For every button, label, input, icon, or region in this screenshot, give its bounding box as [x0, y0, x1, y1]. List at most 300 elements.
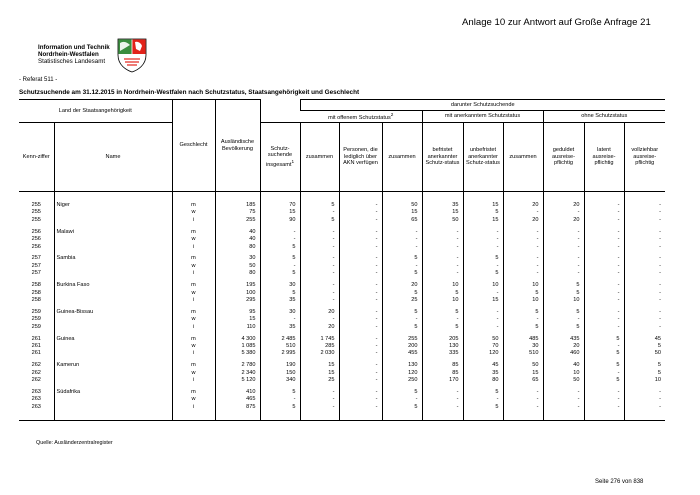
- value-cell: 80: [215, 270, 260, 277]
- value-cell: -: [624, 244, 665, 251]
- value-cell: 45: [463, 362, 503, 369]
- value-cell: 30: [260, 309, 300, 316]
- spacer-cell: [339, 411, 382, 421]
- value-cell: 50: [422, 217, 463, 224]
- value-cell: -: [422, 316, 463, 323]
- header-darunter: darunter Schutzsuchende: [300, 100, 665, 111]
- header-kennziffer: Kenn-ziffer: [19, 123, 54, 192]
- value-cell: 1 745: [300, 336, 339, 343]
- value-cell: -: [503, 244, 543, 251]
- country-name-cell: [54, 404, 172, 411]
- value-cell: 875: [215, 404, 260, 411]
- value-cell: -: [543, 316, 584, 323]
- value-cell: 5: [584, 350, 624, 357]
- value-cell: -: [584, 202, 624, 209]
- value-cell: 35: [422, 202, 463, 209]
- country-name-cell: [54, 209, 172, 216]
- spacer-cell: [19, 192, 54, 203]
- table-row: [19, 370, 665, 377]
- value-cell: -: [300, 229, 339, 236]
- value-cell: -: [300, 297, 339, 304]
- value-cell: -: [543, 209, 584, 216]
- kennziffer-cell: 258: [31, 289, 41, 296]
- value-cell: 40: [543, 362, 584, 369]
- table-row: [19, 396, 665, 403]
- department-label: - Referat 511 -: [19, 77, 58, 83]
- spacer-cell: [300, 411, 339, 421]
- value-cell: -: [463, 236, 503, 243]
- value-cell: 30: [260, 282, 300, 289]
- source-note: Quelle: Ausländerzentralregister: [36, 440, 113, 446]
- value-cell: -: [624, 255, 665, 262]
- value-cell: 20: [543, 343, 584, 350]
- value-cell: 295: [215, 297, 260, 304]
- kennziffer-cell: 261: [31, 343, 41, 349]
- value-cell: -: [422, 404, 463, 411]
- value-cell: -: [503, 263, 543, 270]
- value-cell: -: [584, 244, 624, 251]
- value-cell: 5: [382, 309, 422, 316]
- spacer-cell: [19, 411, 54, 421]
- value-cell: 5: [503, 290, 543, 297]
- value-cell: -: [624, 229, 665, 236]
- table-row: [19, 377, 665, 384]
- kennziffer-cell: 258: [31, 282, 41, 289]
- header-schutzsuchende-text: Schutz-suchende insgesamt: [265, 145, 293, 168]
- spacer-cell: [624, 192, 665, 203]
- value-cell: -: [624, 316, 665, 323]
- country-name-cell: Malawi: [54, 229, 172, 236]
- header-anerkannt: mit anerkanntem Schutzstatus: [422, 111, 543, 123]
- value-cell: -: [422, 236, 463, 243]
- value-cell: 130: [422, 343, 463, 350]
- value-cell: -: [503, 270, 543, 277]
- value-cell: 10: [503, 297, 543, 304]
- geschlecht-cell: i: [172, 217, 215, 224]
- spacer-cell: [503, 192, 543, 203]
- kennziffer-cell: 263: [31, 396, 41, 403]
- spacer-cell: [382, 192, 422, 203]
- spacer-row: [19, 192, 665, 203]
- value-cell: -: [260, 316, 300, 323]
- spacer-cell: [422, 192, 463, 203]
- kennziffer-cell: 261: [31, 350, 41, 357]
- value-cell: 45: [624, 336, 665, 343]
- value-cell: 75: [215, 209, 260, 216]
- table-row: [19, 404, 665, 411]
- value-cell: 5: [584, 336, 624, 343]
- value-cell: 50: [382, 202, 422, 209]
- value-cell: 2 485: [260, 336, 300, 343]
- value-cell: 2 030: [300, 350, 339, 357]
- value-cell: 5: [584, 362, 624, 369]
- value-cell: -: [584, 290, 624, 297]
- kennziffer-cell: 262: [31, 377, 41, 384]
- value-cell: -: [382, 316, 422, 323]
- value-cell: -: [584, 217, 624, 224]
- geschlecht-cell: i: [172, 350, 215, 357]
- value-cell: 15: [463, 297, 503, 304]
- header-latent: latent ausreise-pflichtig: [584, 123, 624, 192]
- country-name-cell: [54, 236, 172, 243]
- geschlecht-cell: w: [172, 290, 215, 297]
- value-cell: 5: [463, 270, 503, 277]
- value-cell: 20: [543, 217, 584, 224]
- geschlecht-cell: i: [172, 244, 215, 251]
- value-cell: -: [463, 290, 503, 297]
- header-ohne: ohne Schutzstatus: [543, 111, 665, 123]
- value-cell: -: [584, 396, 624, 403]
- statistics-table-container: [19, 99, 665, 421]
- value-cell: 65: [382, 217, 422, 224]
- value-cell: -: [584, 404, 624, 411]
- country-name-cell: [54, 244, 172, 251]
- value-cell: 2 340: [215, 370, 260, 377]
- value-cell: 5: [503, 324, 543, 331]
- value-cell: 435: [543, 336, 584, 343]
- value-cell: 5: [300, 217, 339, 224]
- value-cell: 5: [260, 290, 300, 297]
- value-cell: 250: [382, 377, 422, 384]
- value-cell: -: [382, 396, 422, 403]
- value-cell: -: [339, 309, 382, 316]
- country-name-cell: [54, 324, 172, 331]
- header-akn: Personen, die lediglich über AKN verfügen: [339, 123, 382, 192]
- kennziffer-cell: 255: [31, 216, 41, 223]
- value-cell: -: [422, 229, 463, 236]
- value-cell: 455: [382, 350, 422, 357]
- value-cell: -: [624, 404, 665, 411]
- geschlecht-cell: w: [172, 343, 215, 350]
- value-cell: 5: [422, 309, 463, 316]
- value-cell: -: [584, 209, 624, 216]
- value-cell: -: [624, 290, 665, 297]
- value-cell: 340: [260, 377, 300, 384]
- value-cell: -: [543, 236, 584, 243]
- country-name-cell: [54, 270, 172, 277]
- value-cell: -: [624, 236, 665, 243]
- table-row: [19, 255, 665, 262]
- value-cell: -: [260, 236, 300, 243]
- spacer-cell: [382, 411, 422, 421]
- value-cell: -: [339, 316, 382, 323]
- kennziffer-cell: 258: [31, 296, 41, 303]
- value-cell: 30: [215, 255, 260, 262]
- value-cell: -: [300, 236, 339, 243]
- value-cell: -: [339, 362, 382, 369]
- value-cell: -: [382, 236, 422, 243]
- value-cell: -: [339, 202, 382, 209]
- value-cell: -: [339, 290, 382, 297]
- value-cell: 65: [503, 377, 543, 384]
- value-cell: 95: [215, 309, 260, 316]
- table-row: [19, 217, 665, 224]
- value-cell: 20: [543, 202, 584, 209]
- value-cell: 5: [543, 324, 584, 331]
- value-cell: 460: [543, 350, 584, 357]
- geschlecht-cell: m: [172, 389, 215, 396]
- kennziffer-cell: 257: [31, 255, 41, 262]
- value-cell: -: [463, 396, 503, 403]
- geschlecht-cell: w: [172, 370, 215, 377]
- country-name-cell: Kamerun: [54, 362, 172, 369]
- value-cell: -: [339, 255, 382, 262]
- spacer-cell: [543, 192, 584, 203]
- value-cell: -: [339, 404, 382, 411]
- value-cell: -: [584, 263, 624, 270]
- table-row: [19, 324, 665, 331]
- header-anerkannt-zusammen: zusammen: [382, 123, 422, 192]
- geschlecht-cell: m: [172, 282, 215, 289]
- kennziffer-cell: 263: [31, 389, 41, 396]
- value-cell: -: [503, 316, 543, 323]
- value-cell: -: [584, 236, 624, 243]
- table-row: [19, 309, 665, 316]
- value-cell: -: [339, 370, 382, 377]
- logo-line-2: Nordrhein-Westfalen: [38, 51, 99, 59]
- value-cell: -: [339, 270, 382, 277]
- value-cell: 50: [503, 362, 543, 369]
- kennziffer-cell: 255: [31, 202, 41, 208]
- value-cell: 5: [543, 290, 584, 297]
- value-cell: -: [624, 263, 665, 270]
- page-number: Seite 276 von 838: [595, 479, 644, 485]
- value-cell: 5: [463, 255, 503, 262]
- table-row: [19, 350, 665, 357]
- value-cell: -: [624, 309, 665, 316]
- value-cell: 5 380: [215, 350, 260, 357]
- value-cell: -: [300, 282, 339, 289]
- table-row: [19, 389, 665, 396]
- value-cell: -: [422, 255, 463, 262]
- institution-name: [38, 44, 110, 66]
- table-row: [19, 270, 665, 277]
- value-cell: 5: [300, 202, 339, 209]
- country-name-cell: [54, 316, 172, 323]
- value-cell: 5: [382, 270, 422, 277]
- table-row: [19, 316, 665, 323]
- kennziffer-cell: 256: [31, 228, 41, 235]
- table-row: [19, 282, 665, 289]
- kennziffer-cell: 263: [31, 403, 41, 410]
- value-cell: 335: [422, 350, 463, 357]
- statistics-table: [19, 99, 665, 421]
- value-cell: -: [584, 309, 624, 316]
- value-cell: -: [463, 316, 503, 323]
- value-cell: 130: [382, 362, 422, 369]
- value-cell: -: [339, 343, 382, 350]
- geschlecht-cell: w: [172, 209, 215, 216]
- logo-line-1: Information und Technik: [38, 44, 110, 51]
- spacer-cell: [300, 192, 339, 203]
- country-name-cell: [54, 297, 172, 304]
- value-cell: 5: [463, 389, 503, 396]
- country-name-cell: Sambia: [54, 255, 172, 262]
- table-body: [19, 192, 665, 421]
- value-cell: -: [339, 377, 382, 384]
- kennziffer-cell: 261: [31, 335, 41, 342]
- value-cell: -: [503, 389, 543, 396]
- spacer-cell: [172, 411, 215, 421]
- value-cell: -: [339, 244, 382, 251]
- spacer-cell: [172, 192, 215, 203]
- value-cell: 50: [543, 377, 584, 384]
- value-cell: -: [503, 236, 543, 243]
- value-cell: -: [584, 370, 624, 377]
- value-cell: 2 780: [215, 362, 260, 369]
- value-cell: 5 120: [215, 377, 260, 384]
- value-cell: -: [503, 255, 543, 262]
- value-cell: 30: [503, 343, 543, 350]
- value-cell: -: [543, 396, 584, 403]
- spacer-cell: [463, 411, 503, 421]
- header-unbefristet: unbefristet anerkannter Schutz-status: [463, 123, 503, 192]
- value-cell: 20: [300, 324, 339, 331]
- kennziffer-cell: 259: [31, 316, 41, 323]
- value-cell: 70: [260, 202, 300, 209]
- country-name-cell: Niger: [54, 202, 172, 209]
- kennziffer-cell: 256: [31, 243, 41, 250]
- value-cell: 410: [215, 389, 260, 396]
- value-cell: 10: [543, 297, 584, 304]
- kennziffer-cell: 257: [31, 262, 41, 269]
- value-cell: -: [543, 270, 584, 277]
- geschlecht-cell: i: [172, 324, 215, 331]
- value-cell: -: [260, 396, 300, 403]
- value-cell: -: [300, 244, 339, 251]
- geschlecht-cell: m: [172, 309, 215, 316]
- spacer-cell: [260, 411, 300, 421]
- value-cell: -: [300, 255, 339, 262]
- country-name-cell: Guinea: [54, 336, 172, 343]
- value-cell: 85: [422, 362, 463, 369]
- value-cell: 10: [503, 282, 543, 289]
- value-cell: 20: [382, 282, 422, 289]
- header-vollziehbar: vollziehbar ausreise-pflichtig: [624, 123, 665, 192]
- value-cell: -: [300, 290, 339, 297]
- value-cell: -: [543, 244, 584, 251]
- geschlecht-cell: i: [172, 404, 215, 411]
- value-cell: -: [624, 202, 665, 209]
- spacer-cell: [584, 192, 624, 203]
- header-empty: [260, 100, 300, 123]
- value-cell: 5: [382, 324, 422, 331]
- value-cell: -: [624, 209, 665, 216]
- table-row: [19, 362, 665, 369]
- value-cell: 10: [543, 370, 584, 377]
- value-cell: 80: [215, 244, 260, 251]
- value-cell: -: [584, 343, 624, 350]
- value-cell: 5: [624, 370, 665, 377]
- spacer-cell: [215, 411, 260, 421]
- geschlecht-cell: m: [172, 255, 215, 262]
- header-ausreise: geduldet ausreise-pflichtig: [543, 123, 584, 192]
- value-cell: 10: [463, 282, 503, 289]
- header-ohne-zusammen: zusammen: [503, 123, 543, 192]
- value-cell: -: [339, 209, 382, 216]
- table-row: [19, 236, 665, 243]
- footnote-2-marker: 2: [390, 111, 394, 117]
- header-befristet: befristet anerkannter Schutz-status: [422, 123, 463, 192]
- nrw-coat-of-arms-icon: [116, 37, 148, 73]
- value-cell: 35: [260, 324, 300, 331]
- value-cell: -: [543, 263, 584, 270]
- geschlecht-cell: i: [172, 297, 215, 304]
- table-row: [19, 229, 665, 236]
- value-cell: 5: [382, 389, 422, 396]
- value-cell: -: [543, 255, 584, 262]
- value-cell: 5: [624, 343, 665, 350]
- value-cell: -: [584, 270, 624, 277]
- spacer-cell: [215, 192, 260, 203]
- geschlecht-cell: w: [172, 236, 215, 243]
- geschlecht-cell: m: [172, 336, 215, 343]
- value-cell: -: [584, 316, 624, 323]
- value-cell: -: [339, 396, 382, 403]
- value-cell: 285: [300, 343, 339, 350]
- value-cell: -: [300, 316, 339, 323]
- value-cell: 205: [422, 336, 463, 343]
- value-cell: -: [624, 389, 665, 396]
- country-name-cell: Guinea-Bissau: [54, 309, 172, 316]
- value-cell: 15: [215, 316, 260, 323]
- header-land: Land der Staatsangehörigkeit: [19, 100, 172, 123]
- value-cell: 5: [382, 290, 422, 297]
- kennziffer-cell: 259: [31, 308, 41, 315]
- value-cell: 100: [215, 290, 260, 297]
- header-bevoelkerung: Ausländische Bevölkerung: [215, 100, 260, 192]
- table-row: [19, 297, 665, 304]
- value-cell: 170: [422, 377, 463, 384]
- value-cell: -: [463, 324, 503, 331]
- value-cell: 5: [503, 309, 543, 316]
- value-cell: -: [503, 229, 543, 236]
- value-cell: 195: [215, 282, 260, 289]
- header-schutzsuchende: [260, 123, 300, 192]
- value-cell: 4 300: [215, 336, 260, 343]
- value-cell: -: [339, 350, 382, 357]
- value-cell: 5: [260, 255, 300, 262]
- country-name-cell: [54, 263, 172, 270]
- value-cell: -: [584, 324, 624, 331]
- value-cell: 15: [300, 370, 339, 377]
- value-cell: 5: [260, 389, 300, 396]
- value-cell: -: [339, 217, 382, 224]
- spacer-cell: [624, 411, 665, 421]
- header-offen-text: mit offenem Schutzstatus: [328, 114, 391, 121]
- table-row: [19, 202, 665, 209]
- value-cell: -: [339, 324, 382, 331]
- value-cell: 510: [260, 343, 300, 350]
- table-row: [19, 343, 665, 350]
- table-row: [19, 290, 665, 297]
- value-cell: -: [463, 309, 503, 316]
- spacer-cell: [463, 192, 503, 203]
- value-cell: -: [503, 396, 543, 403]
- value-cell: -: [300, 396, 339, 403]
- value-cell: 25: [382, 297, 422, 304]
- value-cell: 85: [422, 370, 463, 377]
- spacer-cell: [503, 411, 543, 421]
- value-cell: -: [584, 297, 624, 304]
- value-cell: 50: [624, 350, 665, 357]
- value-cell: -: [339, 297, 382, 304]
- value-cell: -: [339, 282, 382, 289]
- value-cell: -: [260, 229, 300, 236]
- spacer-cell: [584, 411, 624, 421]
- header-offen-zusammen: zusammen: [300, 123, 339, 192]
- spacer-cell: [339, 192, 382, 203]
